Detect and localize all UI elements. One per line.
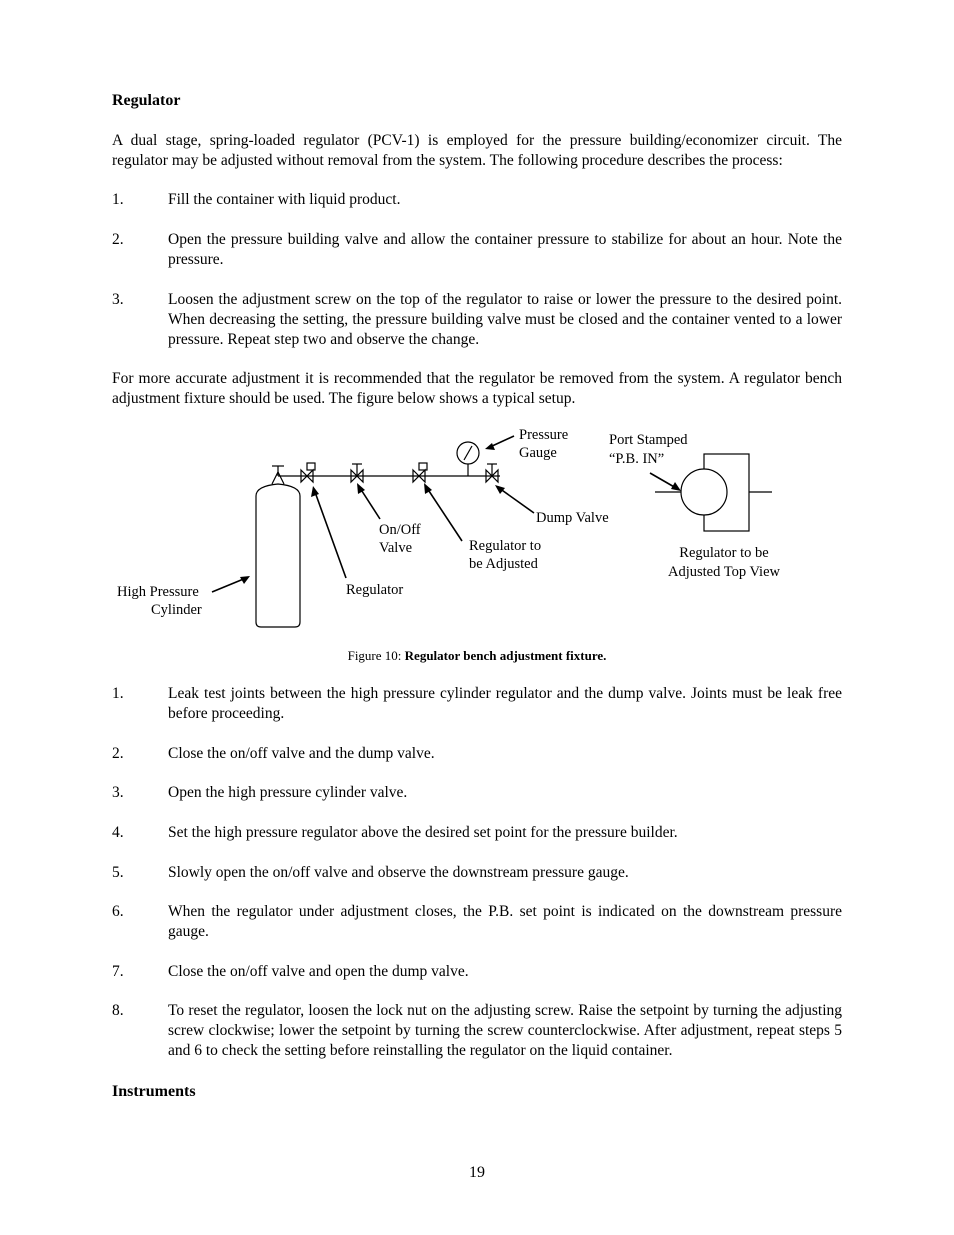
step-number: 6. <box>112 903 124 920</box>
pressure-gauge <box>457 442 479 476</box>
bench-paragraph: For more accurate adjustment it is recommended that the regulator be removed from the system. A regulator bench adjustment fixture should be used. The figure below shows a typical setup. <box>112 370 842 407</box>
adjusted-regulator-valve <box>413 463 427 482</box>
step-number: 3. <box>112 784 124 801</box>
label-pressure-gauge-line2: Gauge <box>519 445 557 461</box>
label-dump-valve: Dump Valve <box>536 510 609 526</box>
step-number: 8. <box>112 1002 124 1019</box>
step-number: 2. <box>112 231 124 248</box>
label-reg-adjusted-line2: be Adjusted <box>469 556 538 572</box>
label-hp-cylinder-line1: High Pressure <box>117 584 199 600</box>
figure-caption: Figure 10: Regulator bench adjustment fixture. <box>347 648 607 663</box>
label-reg-top-line1: Regulator to be <box>679 545 769 561</box>
onoff-valve <box>351 464 363 482</box>
step-text: Set the high pressure regulator above the desired set point for the pressure builder. <box>168 824 678 841</box>
step-number: 5. <box>112 864 124 881</box>
step-text: Open the high pressure cylinder valve. <box>168 784 408 801</box>
step-text: Leak test joints between the high pressure cylinder regulator and the dump valve. Joints must be leak free before proceeding. <box>168 685 842 722</box>
dump-valve <box>486 464 498 482</box>
next-section-title: Instruments <box>112 1083 196 1100</box>
step-number: 1. <box>112 191 124 208</box>
label-hp-cylinder-line2: Cylinder <box>151 602 202 618</box>
label-reg-top-line2: Adjusted Top View <box>668 564 780 580</box>
regulator-top-view <box>655 454 772 531</box>
page-number: 19 <box>469 1164 485 1181</box>
label-port-stamped-line2: “P.B. IN” <box>609 451 665 467</box>
step-text: When the regulator under adjustment closes, the P.B. set point is indicated on the downstream pressure gauge. <box>168 903 842 940</box>
label-regulator: Regulator <box>346 582 404 598</box>
intro-paragraph: A dual stage, spring-loaded regulator (PCV-1) is employed for the pressure building/economizer circuit. The regulator may be adjusted without removal from the system. The following procedure describes the process: <box>112 132 842 169</box>
cylinder-body <box>256 484 300 627</box>
label-port-stamped-line1: Port Stamped <box>609 432 688 448</box>
step-text: Fill the container with liquid product. <box>168 191 401 208</box>
regulator-valve <box>301 463 315 482</box>
step-number: 7. <box>112 963 124 980</box>
section-title: Regulator <box>112 92 181 109</box>
step-number: 3. <box>112 291 124 308</box>
step-text: Loosen the adjustment screw on the top of the regulator to raise or lower the pressure to the desired point. When decreasing the setting, the pressure building valve must be closed and the container vented to a lower pressure. Repeat step two and observe the change. <box>168 291 842 348</box>
label-reg-adjusted-line1: Regulator to <box>469 538 542 554</box>
step-text: To reset the regulator, loosen the lock nut on the adjusting screw. Raise the setpoint by turning the adjusting screw clockwise; lower the setpoint by turning the screw counterclockwise. After adjustment, repeat steps 5 and 6 to check the setting before reinstalling the regulator on the liquid container. <box>168 1002 842 1059</box>
step-number: 1. <box>112 685 124 702</box>
step-text: Close the on/off valve and the dump valve. <box>168 745 435 762</box>
label-onoff-line2: Valve <box>379 540 413 556</box>
step-text: Slowly open the on/off valve and observe the downstream pressure gauge. <box>168 864 629 881</box>
step-text: Close the on/off valve and open the dump valve. <box>168 963 469 980</box>
label-pressure-gauge-line1: Pressure <box>519 427 569 443</box>
step-text: Open the pressure building valve and allow the container pressure to stabilize for about an hour. Note the pressure. <box>168 231 842 268</box>
step-number: 4. <box>112 824 124 841</box>
label-onoff-line1: On/Off <box>379 522 421 538</box>
step-number: 2. <box>112 745 124 762</box>
